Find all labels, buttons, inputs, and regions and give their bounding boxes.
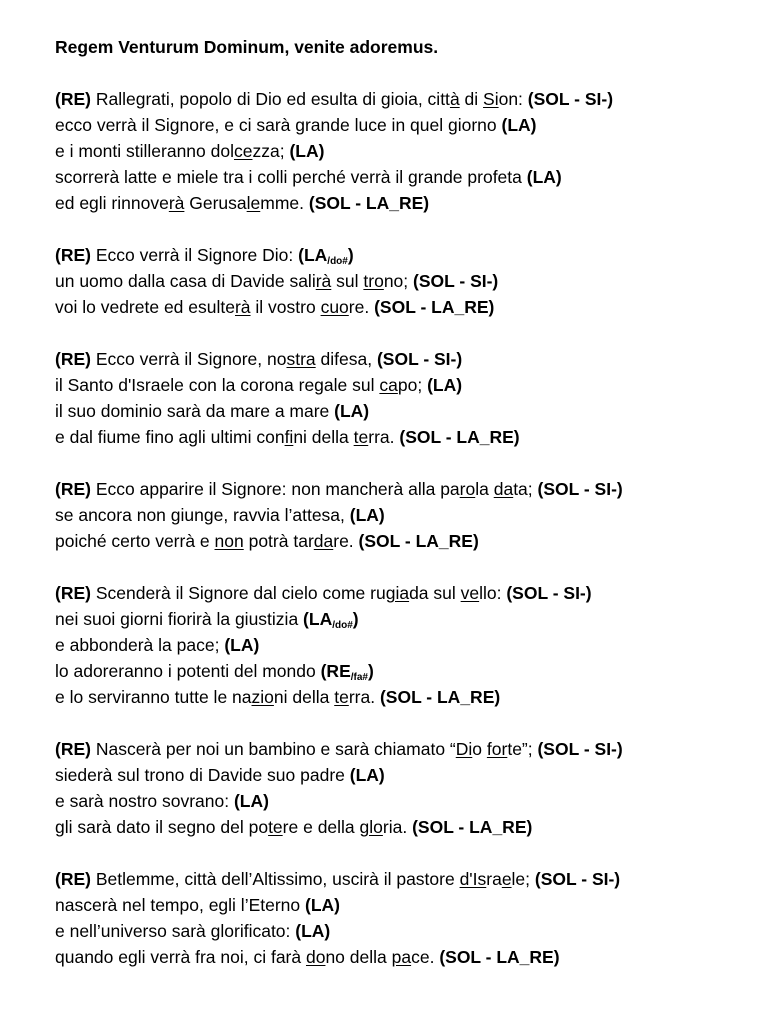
chord-label: (LA): [305, 895, 340, 915]
accented-syllable: rà: [234, 297, 251, 317]
lyric-text: il suo dominio sarà da mare a mare: [55, 401, 335, 421]
lyric-line: [55, 658, 755, 684]
lyric-line: [55, 424, 755, 450]
lyric-line: [55, 242, 755, 268]
lyric-text: le;: [511, 869, 535, 889]
lyric-text: gli sarà dato il segno del po: [55, 817, 269, 837]
lyric-text: siederà sul trono di Davide suo padre: [55, 765, 350, 785]
stanza: [55, 346, 755, 450]
lyric-line: [55, 684, 755, 710]
stanza-list: [55, 86, 755, 970]
chord-label: (SOL - LA_RE): [412, 817, 533, 837]
stanza: [55, 476, 755, 554]
chord-label: (LA): [501, 115, 537, 135]
lyric-text: on:: [498, 89, 528, 109]
chord-label: (RE): [55, 479, 91, 499]
accented-syllable: rà: [315, 271, 332, 291]
lyric-line: [55, 580, 755, 606]
chord-label: (LA): [295, 921, 331, 941]
accented-syllable: le: [246, 193, 261, 213]
chord-label: (SOL - SI-): [537, 479, 623, 499]
chord-label: (LA): [349, 765, 385, 785]
accented-syllable: zio: [251, 687, 274, 707]
chord-label: (LA: [303, 609, 333, 629]
lyric-text: e sarà nostro sovrano:: [55, 791, 234, 811]
lyric-text: re.: [348, 297, 375, 317]
lyric-text: voi lo vedrete ed esulte: [55, 297, 235, 317]
chord-label: (LA): [334, 401, 370, 421]
accented-syllable: non: [214, 531, 244, 551]
chord-label: (LA): [526, 167, 562, 187]
chord-label: (RE): [55, 245, 91, 265]
lyric-text: nei suoi giorni fiorirà la giustizia: [55, 609, 304, 629]
lyric-text: ecco verrà il Signore, e ci sarà grande luce in quel giorno: [55, 115, 502, 135]
chord-label: (LA: [298, 245, 328, 265]
lyric-text: no;: [383, 271, 414, 291]
accented-syllable: te: [334, 687, 349, 707]
lyric-text: Betlemme, città dell’Altissimo, uscirà il pastore: [90, 869, 460, 889]
lyric-line: [55, 736, 755, 762]
lyric-line: [55, 502, 755, 528]
lyric-text: zza;: [252, 141, 290, 161]
lyric-line: [55, 398, 755, 424]
lyric-line: [55, 268, 755, 294]
lyric-text: se ancora non giunge, ravvia l’attesa,: [55, 505, 350, 525]
lyric-line: [55, 528, 755, 554]
lyric-text: di: [459, 89, 484, 109]
lyric-text: e i monti stilleranno dol: [55, 141, 234, 161]
lyric-text: re e della: [282, 817, 360, 837]
chord-label: (LA): [224, 635, 260, 655]
accented-syllable: for: [486, 739, 508, 759]
accented-syllable: stra: [286, 349, 316, 369]
lyric-text: potrà tar: [243, 531, 314, 551]
accented-syllable: cuo: [320, 297, 349, 317]
lyric-text: po;: [397, 375, 428, 395]
stanza: [55, 86, 755, 216]
chord-label: (SOL - SI-): [537, 739, 623, 759]
lyric-text: la: [475, 479, 494, 499]
accented-syllable: ce: [233, 141, 253, 161]
lyric-text: ni della: [273, 687, 335, 707]
lyric-line: [55, 294, 755, 320]
lyric-line: [55, 164, 755, 190]
lyric-text: Ecco verrà il Signore Dio:: [90, 245, 299, 265]
lyric-line: [55, 866, 755, 892]
lyric-text: lo adoreranno i potenti del mondo: [55, 661, 321, 681]
accented-syllable: te: [268, 817, 283, 837]
lyric-text: llo:: [479, 583, 507, 603]
lyric-line: [55, 86, 755, 112]
chord-bass-note: /fa#: [350, 672, 368, 683]
accented-syllable: pa: [391, 947, 412, 967]
accented-syllable: ro: [459, 479, 476, 499]
chord-label: (RE: [320, 661, 351, 681]
accented-syllable: Si: [483, 89, 499, 109]
lyric-text: Scenderà il Signore dal cielo come ru: [90, 583, 386, 603]
chord-label: (RE): [55, 89, 91, 109]
chord-bass-note: /do#: [332, 620, 353, 631]
lyric-text: Rallegrati, popolo di Dio ed esulta di gioia, citt: [90, 89, 450, 109]
accented-syllable: Di: [455, 739, 473, 759]
chord-label: (SOL - LA_RE): [308, 193, 430, 213]
chord-label: (SOL - SI-): [506, 583, 592, 603]
chord-label: (SOL - LA_RE): [374, 297, 495, 317]
accented-syllable: gia: [385, 583, 410, 603]
lyric-text: sul: [331, 271, 364, 291]
accented-syllable: d'Is: [459, 869, 487, 889]
lyric-text: Nascerà per noi un bambino e sarà chiamato “: [90, 739, 456, 759]
lyric-text: difesa,: [315, 349, 377, 369]
accented-syllable: da: [493, 479, 514, 499]
lyric-line: [55, 372, 755, 398]
chord-label: (SOL - LA_RE): [399, 427, 520, 447]
chord-label: (SOL - LA_RE): [379, 687, 501, 707]
lyric-text: re.: [333, 531, 359, 551]
accented-syllable: rà: [168, 193, 185, 213]
lyric-text: e lo serviranno tutte le na: [55, 687, 252, 707]
lyric-text: quando egli verrà fra noi, ci farà: [55, 947, 306, 967]
accented-syllable: te: [353, 427, 369, 447]
chord-label: (SOL - LA_RE): [358, 531, 479, 551]
lyric-line: [55, 892, 755, 918]
chord-label: ): [347, 245, 354, 265]
lyric-text: Ecco apparire il Signore: non mancherà alla pa: [90, 479, 460, 499]
chord-bass-note: /do#: [327, 256, 348, 267]
lyric-text: te”;: [507, 739, 538, 759]
lyric-line: [55, 814, 755, 840]
lyric-text: poiché certo verrà e: [55, 531, 215, 551]
accented-syllable: ca: [379, 375, 398, 395]
lyric-line: [55, 138, 755, 164]
lyric-line: [55, 918, 755, 944]
chord-label: (LA): [349, 505, 385, 525]
chord-label: (LA): [289, 141, 325, 161]
stanza: [55, 242, 755, 320]
lyric-line: [55, 632, 755, 658]
lyric-text: e nell’universo sarà glorificato:: [55, 921, 296, 941]
lyric-text: ni della: [293, 427, 354, 447]
chord-label: (SOL - SI-): [527, 89, 614, 109]
lyric-text: ra: [486, 869, 502, 889]
lyric-text: ta;: [513, 479, 538, 499]
lyric-text: no della: [325, 947, 392, 967]
chord-label: (SOL - SI-): [534, 869, 621, 889]
lyric-text: e abbonderà la pace;: [55, 635, 225, 655]
lyric-text: o: [472, 739, 487, 759]
lyric-line: [55, 606, 755, 632]
lyric-text: Gerusa: [184, 193, 247, 213]
lyric-text: rra.: [368, 427, 400, 447]
accented-syllable: fi: [284, 427, 294, 447]
stanza: [55, 866, 755, 970]
lyric-text: il Santo d'Israele con la corona regale sul: [55, 375, 380, 395]
chord-label: ): [367, 661, 374, 681]
chord-label: (SOL - SI-): [376, 349, 463, 369]
chord-label: (SOL - LA_RE): [439, 947, 560, 967]
lyric-line: [55, 346, 755, 372]
lyric-text: Ecco verrà il Signore, no: [90, 349, 287, 369]
lyric-line: [55, 476, 755, 502]
accented-syllable: do: [305, 947, 326, 967]
lyric-text: rra.: [348, 687, 380, 707]
accented-syllable: tro: [363, 271, 384, 291]
lyrics-document: [55, 34, 755, 996]
chord-label: (SOL - SI-): [413, 271, 499, 291]
chord-label: ): [352, 609, 359, 629]
lyric-text: da sul: [409, 583, 461, 603]
accented-syllable: à: [449, 89, 460, 109]
document-title: Regem Venturum Dominum, venite adoremus.: [55, 37, 439, 57]
lyric-line: [55, 944, 755, 970]
chord-label: (LA): [233, 791, 269, 811]
chord-label: (RE): [55, 349, 91, 369]
chord-label: (RE): [55, 869, 91, 889]
lyric-line: [55, 762, 755, 788]
chord-label: (RE): [55, 739, 91, 759]
chord-label: (LA): [427, 375, 463, 395]
lyric-text: ria.: [382, 817, 413, 837]
lyric-text: scorrerà latte e miele tra i colli perché verrà il grande profeta: [55, 167, 527, 187]
lyric-text: ed egli rinnove: [55, 193, 169, 213]
chord-label: (RE): [55, 583, 91, 603]
stanza: [55, 736, 755, 840]
lyric-line: [55, 788, 755, 814]
lyric-text: mme.: [260, 193, 309, 213]
lyric-text: ce.: [411, 947, 440, 967]
stanza: [55, 580, 755, 710]
accented-syllable: glo: [359, 817, 383, 837]
lyric-text: il vostro: [250, 297, 321, 317]
lyric-line: [55, 112, 755, 138]
lyric-text: e dal fiume fino agli ultimi con: [55, 427, 285, 447]
lyric-text: un uomo dalla casa di Davide sali: [55, 271, 316, 291]
lyric-text: nascerà nel tempo, egli l’Eterno: [55, 895, 305, 915]
accented-syllable: ve: [460, 583, 480, 603]
accented-syllable: e: [501, 869, 512, 889]
lyric-line: [55, 190, 755, 216]
accented-syllable: da: [313, 531, 334, 551]
